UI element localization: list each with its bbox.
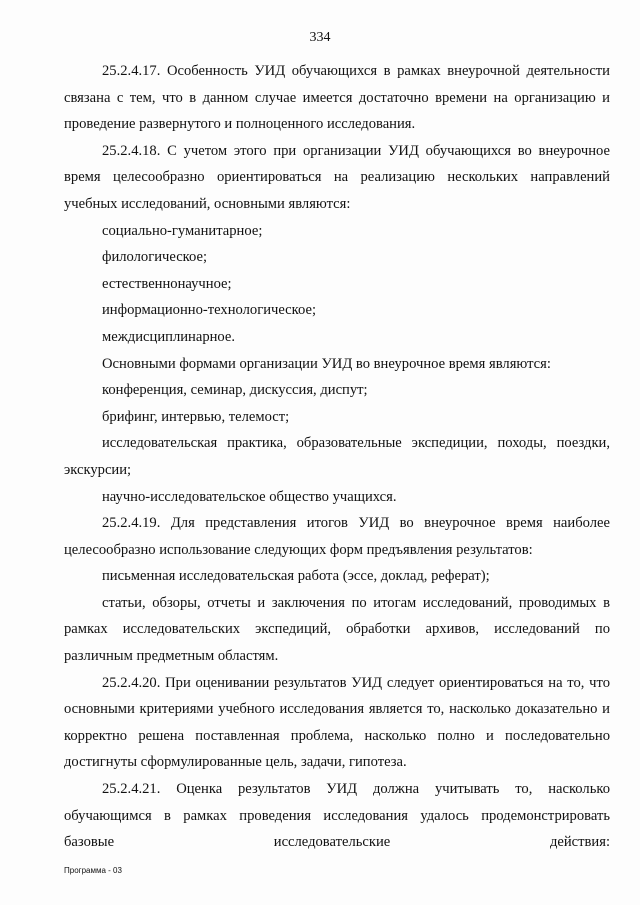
list-item-direction: филологическое; (102, 249, 208, 266)
forms-intro: Основными формами организации УИД во внеурочное время являются: (102, 355, 551, 372)
list-item-result: письменная исследовательская работа (эссе, доклад, реферат); (102, 568, 490, 585)
list-item-result: статьи, обзоры, отчеты и заключения по итогам исследований, проводимых в рамках исследовательских экспедиций, обработки архивов, исследований по различным предметным областям. (64, 594, 610, 665)
list-item-direction: социально-гуманитарное; (102, 222, 263, 239)
paragraph-25-2-4-21: 25.2.4.21. Оценка результатов УИД должна учитывать то, насколько обучающимся в рамках проведения исследования удалось продемонстрировать базовые исследовательские действия: (64, 781, 610, 851)
document-body (64, 58, 610, 856)
paragraph-25-2-4-20: 25.2.4.20. При оценивании результатов УИД следует ориентироваться на то, что основными критериями учебного исследования является то, насколько доказательно и корректно решена поставленная проблема, насколько полно и последовательно достигнуты сформулированные цель, задачи, гипотеза. (64, 674, 610, 771)
list-item-form: брифинг, интервью, телемост; (102, 408, 290, 425)
list-item-form: научно-исследовательское общество учащихся. (102, 488, 397, 505)
list-item-direction: естественнонаучное; (102, 275, 232, 292)
list-item-direction: информационно-технологическое; (102, 302, 317, 319)
list-item-form: конференция, семинар, дискуссия, диспут; (102, 382, 368, 399)
footer-label: Программа - 03 (64, 866, 122, 875)
page-number: 334 (309, 30, 331, 45)
list-item-form: исследовательская практика, образовательные экспедиции, походы, поездки, экскурсии; (64, 435, 610, 478)
paragraph-25-2-4-18: 25.2.4.18. С учетом этого при организации УИД обучающихся во внеурочное время целесообразно ориентироваться на реализацию нескольких направлений учебных исследований, основными являются: (64, 142, 610, 212)
paragraph-25-2-4-19: 25.2.4.19. Для представления итогов УИД во внеурочное время наиболее целесообразно использование следующих форм предъявления результатов: (64, 515, 610, 558)
list-item-direction: междисциплинарное. (102, 328, 236, 345)
paragraph-25-2-4-17: 25.2.4.17. Особенность УИД обучающихся в рамках внеурочной деятельности связана с тем, что в данном случае имеется достаточно времени на организацию и проведение развернутого и полноценного исследования. (64, 63, 610, 133)
